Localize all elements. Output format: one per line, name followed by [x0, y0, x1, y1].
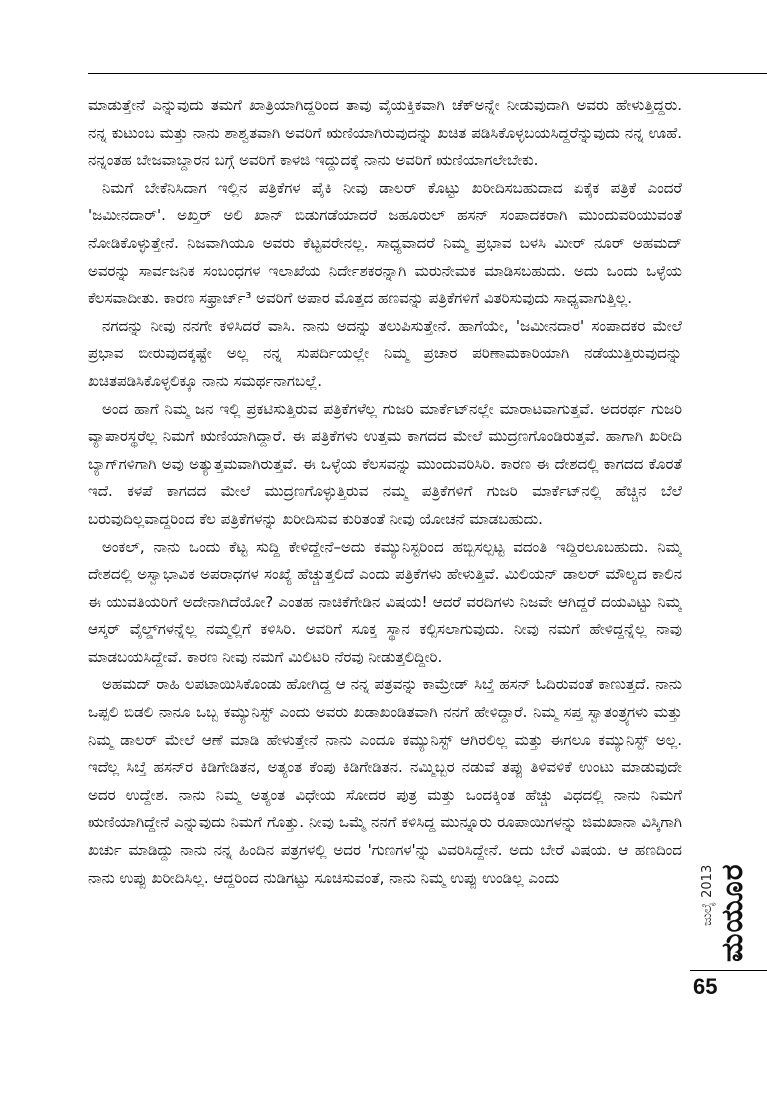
paragraph-4: ಅಂದ ಹಾಗೆ ನಿಮ್ಮ ಜನ ಇಲ್ಲಿ ಪ್ರಕಟಿಸುತ್ತಿರುವ ಪತ್ರಿಕೆಗಳೆಲ್ಲ ಗುಜರಿ ಮಾರ್ಕೆಟ್‌ನಲ್ಲೇ ಮಾರಾಟವಾಗುತ್ತವೆ. ಅದರರ್ಥ ಗುಜರಿ ವ್ಯಾಪಾರಸ್ಥರೆಲ್ಲ ನಿಮಗೆ ಋಣಿಯಾಗಿದ್ದಾರೆ. ಈ ಪತ್ರಿಕೆಗಳು ಉತ್ತಮ ಕಾಗದದ ಮೇಲೆ ಮುದ್ರಣಗೊಂಡಿರುತ್ತವೆ. ಹಾಗಾಗಿ ಖರೀದಿ ಬ್ಯಾಗ್‌ಗಳಿಗಾಗಿ ಅವು ಅತ್ಯುತ್ತಮವಾಗಿರುತ್ತವೆ. ಈ ಒಳ್ಳೆಯ ಕೆಲಸವನ್ನು ಮುಂದುವರಿಸಿರಿ. ಕಾರಣ ಈ ದೇಶದಲ್ಲಿ ಕಾಗದದ ಕೊರತೆ ಇದೆ. ಕಳಪೆ ಕಾಗದದ ಮೇಲೆ ಮುದ್ರಣಗೊಳ್ಳುತ್ತಿರುವ ನಮ್ಮ ಪತ್ರಿಕೆಗಳಿಗೆ ಗುಜರಿ ಮಾರ್ಕೆಟ್‌ನಲ್ಲಿ ಹೆಚ್ಚಿನ ಬೆಲೆ ಬರುವುದಿಲ್ಲವಾದ್ದರಿಂದ ಕೆಲ ಪತ್ರಿಕೆಗಳನ್ನು ಖರೀದಿಸುವ ಕುರಿತಂತೆ ನೀವು ಯೋಚನೆ ಮಾಡಬಹುದು. — [88, 399, 682, 528]
issue-month-year: ಜುಲೈ 2013 — [700, 864, 715, 926]
footer-rule — [690, 970, 767, 971]
magazine-name: ಮಯೂರ — [715, 863, 750, 962]
paragraph-5: ಅಂಕಲ್, ನಾನು ಒಂದು ಕೆಟ್ಟ ಸುದ್ದಿ ಕೇಳಿದ್ದೇನೆ–ಅದು ಕಮ್ಯುನಿಸ್ಟರಿಂದ ಹಬ್ಬಿಸಲ್ಪಟ್ಟ ವದಂತಿ ಇದ್ದಿರಲೂಬಹುದು. ನಿಮ್ಮ ದೇಶದಲ್ಲಿ ಅಸ್ವಾಭಾವಿಕ ಅಪರಾಧಗಳ ಸಂಖ್ಯೆ ಹೆಚ್ಚುತ್ತಲಿದೆ ಎಂದು ಪತ್ರಿಕೆಗಳು ಹೇಳುತ್ತಿವೆ. ಮಿಲಿಯನ್ ಡಾಲರ್ ಮೌಲ್ಯದ ಕಾಲಿನ ಈ ಯುವತಿಯರಿಗೆ ಅದೇನಾಗಿದೆಯೋ? ಎಂತಹ ನಾಚಿಕೆಗೇಡಿನ ವಿಷಯ! ಆದರೆ ವರದಿಗಳು ನಿಜವೇ ಆಗಿದ್ದರೆ ದಯವಿಟ್ಟು ನಿಮ್ಮ ಆಸ್ಕರ್ ವೈಲ್ಡ್‌ಗಳನ್ನೆಲ್ಲ ನಮ್ಮಲ್ಲಿಗೆ ಕಳಿಸಿರಿ. ಅವರಿಗೆ ಸೂಕ್ತ ಸ್ಥಾನ ಕಲ್ಪಿಸಲಾಗುವುದು. ನೀವು ನಮಗೆ ಹೇಳಿದ್ದನ್ನೆಲ್ಲ ನಾವು ಮಾಡಬಯಸಿದ್ದೇವೆ. ಕಾರಣ ನೀವು ನಮಗೆ ಮಿಲಿಟರಿ ನೆರವು ನೀಡುತ್ತಲಿದ್ದೀರಿ. — [88, 537, 682, 666]
paragraph-3: ನಗದನ್ನು ನೀವು ನನಗೇ ಕಳಿಸಿದರೆ ವಾಸಿ. ನಾನು ಅದನ್ನು ತಲುಪಿಸುತ್ತೇನೆ. ಹಾಗೆಯೇ, 'ಜಮೀನದಾರ' ಸಂಪಾದಕರ ಮೇಲೆ ಪ್ರಭಾವ ಬೀರುವುದಕ್ಕಷ್ಟೇ ಅಲ್ಲ ನನ್ನ ಸುಪರ್ದಿಯಲ್ಲೇ ನಿಮ್ಮ ಪ್ರಚಾರ ಪರಿಣಾಮಕಾರಿಯಾಗಿ ನಡೆಯುತ್ತಿರುವುದನ್ನು ಖಚಿತಪಡಿಸಿಕೊಳ್ಳಲಿಕ್ಕೂ ನಾನು ಸಮರ್ಥನಾಗಬಲ್ಲೆ. — [88, 316, 682, 390]
paragraph-2: ನಿಮಗೆ ಬೇಕೆನಿಸಿದಾಗ ಇಲ್ಲಿನ ಪತ್ರಿಕೆಗಳ ಪೈಕಿ ನೀವು ಡಾಲರ್ ಕೊಟ್ಟು ಖರೀದಿಸಬಹುದಾದ ಏಕೈಕ ಪತ್ರಿಕೆ ಎಂದರೆ 'ಜಮೀನದಾರ್'. ಅಖ್ತರ್ ಅಲಿ ಖಾನ್ ಬಿಡುಗಡೆಯಾದರೆ ಜಹೂರುಲ್ ಹಸನ್ ಸಂಪಾದಕರಾಗಿ ಮುಂದುವರಿಯುವಂತೆ ನೋಡಿಕೊಳ್ಳುತ್ತೇನೆ. ನಿಜವಾಗಿಯೂ ಅವರು ಕೆಟ್ಟವರೇನಲ್ಲ. ಸಾಧ್ಯವಾದರೆ ನಿಮ್ಮ ಪ್ರಭಾವ ಬಳಸಿ ಮೀರ್ ನೂರ್ ಅಹಮದ್ ಅವರನ್ನು ಸಾರ್ವಜನಿಕ ಸಂಬಂಧಗಳ ಇಲಾಖೆಯ ನಿರ್ದೇಶಕರನ್ನಾಗಿ ಮರುನೇಮಕ ಮಾಡಿಸಬಹುದು. ಅದು ಒಂದು ಒಳ್ಳೆಯ ಕೆಲಸವಾದೀತು. ಕಾರಣ ಸಫ್ರಾರ್ಜ್³ ಅವರಿಗೆ ಅಪಾರ ಮೊತ್ತದ ಹಣವನ್ನು ಪತ್ರಿಕೆಗಳಿಗೆ ವಿತರಿಸುವುದು ಸಾಧ್ಯವಾಗುತ್ತಿಲ್ಲ. — [88, 178, 682, 308]
paragraph-6: ಅಹಮದ್ ರಾಹಿ ಲಪಟಾಯಿಸಿಕೊಂಡು ಹೋಗಿದ್ದ ಆ ನನ್ನ ಪತ್ರವನ್ನು ಕಾಮ್ರೇಡ್ ಸಿಬ್ತೆ ಹಸನ್ ಓದಿರುವಂತೆ ಕಾಣುತ್ತದೆ. ನಾನು ಒಪ್ಪಲಿ ಬಿಡಲಿ ನಾನೂ ಒಬ್ಬ ಕಮ್ಯುನಿಸ್ಟ್ ಎಂದು ಅವರು ಖಡಾಖಂಡಿತವಾಗಿ ನನಗೆ ಹೇಳಿದ್ದಾರೆ. ನಿಮ್ಮ ಸಪ್ತ ಸ್ವಾತಂತ್ರ್ಯಗಳು ಮತ್ತು ನಿಮ್ಮ ಡಾಲರ್ ಮೇಲೆ ಆಣೆ ಮಾಡಿ ಹೇಳುತ್ತೇನೆ ನಾನು ಎಂದೂ ಕಮ್ಯುನಿಸ್ಟ್ ಆಗಿರಲಿಲ್ಲ ಮತ್ತು ಈಗಲೂ ಕಮ್ಯುನಿಸ್ಟ್ ಅಲ್ಲ. ಇದೆಲ್ಲ ಸಿಬ್ತೆ ಹಸನ್‌ರ ಕಿಡಿಗೇಡಿತನ, ಅತ್ಯಂತ ಕೆಂಪು ಕಿಡಿಗೇಡಿತನ. ನಮ್ಮಿಬ್ಬರ ನಡುವೆ ತಪ್ಪು ತಿಳಿವಳಿಕೆ ಉಂಟು ಮಾಡುವುದೇ ಅದರ ಉದ್ದೇಶ. ನಾನು ನಿಮ್ಮ ಅತ್ಯಂತ ವಿಧೇಯ ಸೋದರ ಪುತ್ರ ಮತ್ತು ಒಂದಕ್ಕಿಂತ ಹೆಚ್ಚು ವಿಧದಲ್ಲಿ ನಾನು ನಿಮಗೆ ಋಣಿಯಾಗಿದ್ದೇನೆ ಎನ್ನುವುದು ನಿಮಗೆ ಗೊತ್ತು. ನೀವು ಒಮ್ಮೆ ನನಗೆ ಕಳಿಸಿದ್ದ ಮುನ್ನೂರು ರೂಪಾಯಿಗಳನ್ನು ಜಿಮಖಾನಾ ವಿಸ್ಕಿಗಾಗಿ ಖರ್ಚು ಮಾಡಿದ್ದು ನಾನು ನನ್ನ ಹಿಂದಿನ ಪತ್ರಗಳಲ್ಲಿ ಅದರ 'ಗುಣಗಳ'ನ್ನು ವಿವರಿಸಿದ್ದೇನೆ. ಅದು ಬೇರೆ ವಿಷಯ. ಆ ಹಣದಿಂದ ನಾನು ಉಪ್ಪು ಖರೀದಿಸಿಲ್ಲ. ಆದ್ದರಿಂದ ನುಡಿಗಟ್ಟು ಸೂಚಿಸುವಂತೆ, ನಾನು ನಿಮ್ಮ ಉಪ್ಪು ಉಂಡಿಲ್ಲ ಎಂದು — [88, 675, 682, 887]
article-body — [88, 92, 682, 1020]
top-rule — [88, 73, 767, 74]
paragraph-1: ಮಾಡುತ್ತೇನೆ ಎನ್ನುವುದು ತಮಗೆ ಖಾತ್ರಿಯಾಗಿದ್ದರಿಂದ ತಾವು ವೈಯಕ್ತಿಕವಾಗಿ ಚೆಕ್‌ಅನ್ನೇ ನೀಡುವುದಾಗಿ ಅವರು ಹೇಳುತ್ತಿದ್ದರು. ನನ್ನ ಕುಟುಂಬ ಮತ್ತು ನಾನು ಶಾಶ್ವತವಾಗಿ ಅವರಿಗೆ ಋಣಿಯಾಗಿರುವುದನ್ನು ಖಚಿತ ಪಡಿಸಿಕೊಳ್ಳಬಯಸಿದ್ದರೆನ್ನುವುದು ನನ್ನ ಊಹೆ. ನನ್ನಂತಹ ಬೇಜವಾಬ್ದಾರನ ಬಗ್ಗೆ ಅವರಿಗೆ ಕಾಳಜಿ ಇದ್ದುದಕ್ಕೆ ನಾನು ಅವರಿಗೆ ಋಣಿಯಾಗಲೇಬೇಕು. — [88, 96, 682, 170]
page-number: 65 — [693, 974, 718, 999]
